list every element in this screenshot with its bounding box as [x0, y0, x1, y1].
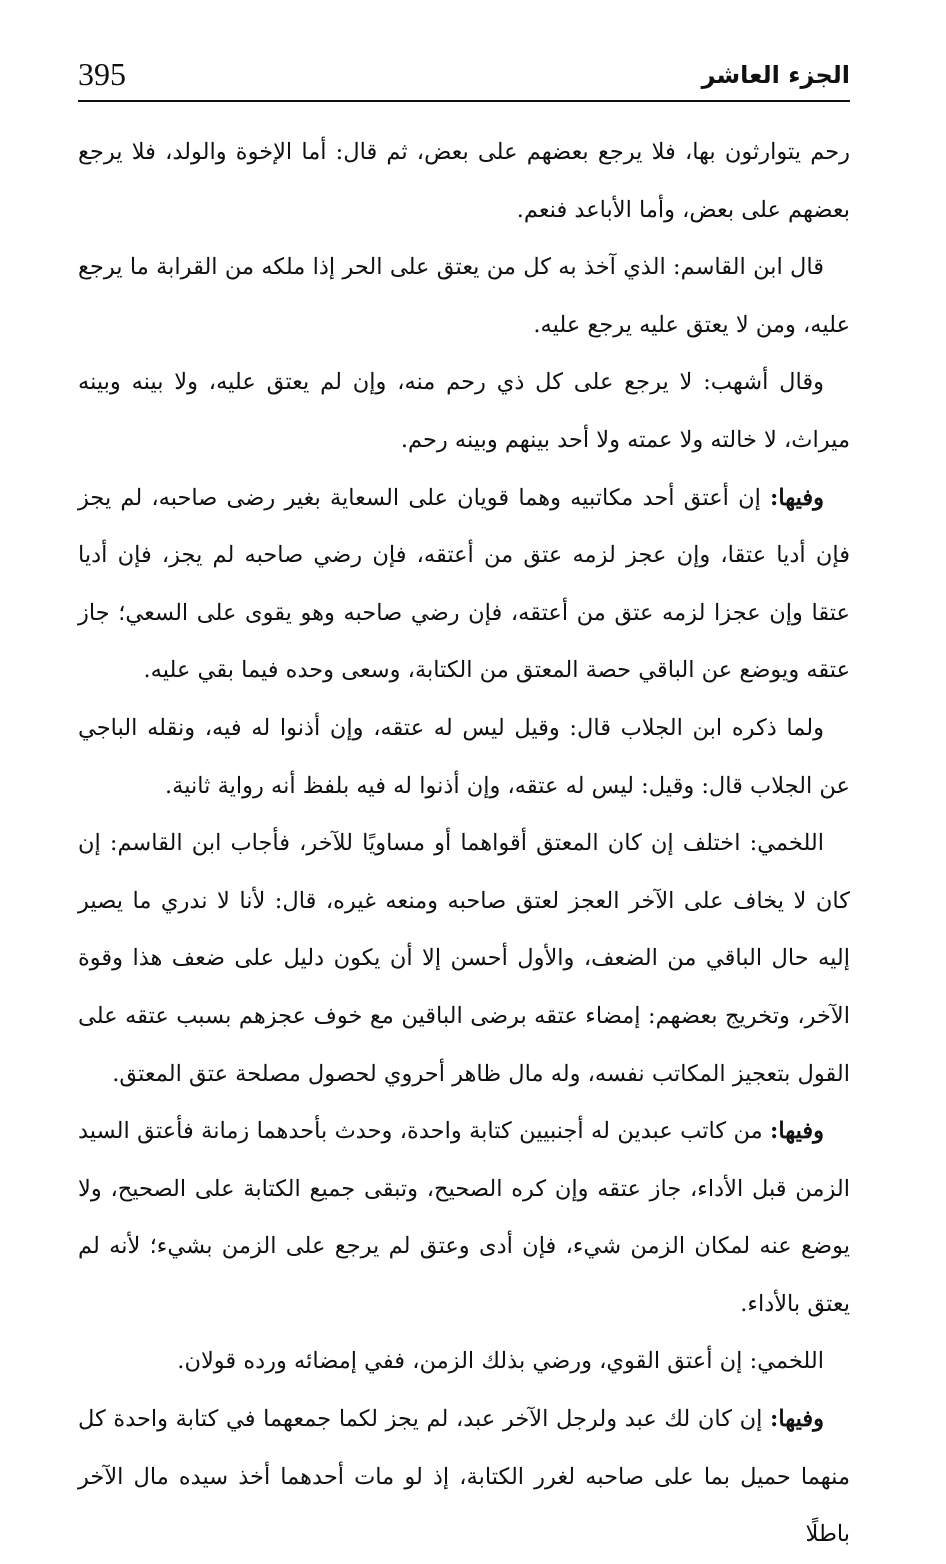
paragraph	[78, 470, 850, 700]
paragraph-text: ولما ذكره ابن الجلاب قال: وقيل ليس له عتقه، وإن أذنوا له فيه، ونقله الباجي عن الجلاب قال: وقيل: ليس له عتقه، وإن أذنوا له فيه بلفظ أنه رواية ثانية.	[78, 714, 850, 799]
paragraph-text: وقال أشهب: لا يرجع على كل ذي رحم منه، وإن لم يعتق عليه، ولا بينه وبينه ميراث، لا خالته ولا عمته ولا أحد بينهم وبينه رحم.	[78, 369, 850, 453]
running-title: الجزء العاشر	[701, 61, 850, 89]
paragraph-lead: وفيها:	[770, 484, 824, 511]
paragraph	[78, 1391, 850, 1564]
paragraph	[78, 1103, 850, 1333]
paragraph	[78, 700, 850, 815]
paragraph-text: إن أعتق أحد مكاتبيه وهما قويان على السعاية بغير رضى صاحبه، لم يجز فإن أديا عتقا، وإن عجز لزمه عتق من أعتقه، فإن رضي صاحبه لم يجز، فإن أديا عتقا وإن عجزا لزمه عتق من أعتقه، فإن رضي صاحبه وهو يقوى على السعي؛ جاز عتقه ويوضع عن الباقي حصة المعتق من الكتابة، وسعى وحده فيما بقي عليه.	[78, 484, 850, 684]
body-text	[78, 124, 850, 1564]
paragraph-text: إن كان لك عبد ولرجل الآخر عبد، لم يجز لكما جمعهما في كتابة واحدة كل منهما حميل بما على صاحبه لغرر الكتابة، إذ لو مات أحدهما أخذ سيده مال الآخر باطلًا	[78, 1406, 850, 1548]
paragraph-lead: وفيها:	[770, 1118, 824, 1145]
paragraph	[78, 354, 850, 469]
paragraph	[78, 124, 850, 239]
paragraph	[78, 815, 850, 1103]
paragraph-text: اللخمي: اختلف إن كان المعتق أقواهما أو مساويًا للآخر، فأجاب ابن القاسم: إن كان لا يخاف على الآخر العجز لعتق صاحبه ومنعه غيره، قال: لأنا لا ندري ما يصير إليه حال الباقي من الضعف، والأول أحسن إلا أن يكون دليل على ضعف هذا وقوة الآخر، وتخريج بعضهم: إمضاء عتقه برضى الباقين مع خوف عجزهم بسبب عتقه على القول بتعجيز المكاتب نفسه، وله مال ظاهر أحروي لحصول مصلحة عتق المعتق.	[78, 830, 850, 1087]
page-header	[78, 52, 850, 102]
paragraph-text: قال ابن القاسم: الذي آخذ به كل من يعتق على الحر إذا ملكه من القرابة ما يرجع عليه، ومن لا يعتق عليه يرجع عليه.	[78, 254, 850, 338]
paragraph	[78, 239, 850, 354]
paragraph-lead: وفيها:	[770, 1406, 824, 1433]
header-divider	[78, 100, 850, 102]
paragraph	[78, 1333, 850, 1391]
paragraph-text: رحم يتوارثون بها، فلا يرجع بعضهم على بعض، ثم قال: أما الإخوة والولد، فلا يرجع بعضهم على بعض، وأما الأباعد فنعم.	[78, 139, 850, 223]
page-number: 395	[78, 56, 126, 92]
paragraph-text: من كاتب عبدين له أجنبيين كتابة واحدة، وحدث بأحدهما زمانة فأعتق السيد الزمن قبل الأداء، جاز عتقه وإن كره الصحيح، وتبقى جميع الكتابة على الصحيح، ولا يوضع عنه لمكان الزمن شيء، فإن أدى وعتق لم يرجع على الزمن بشيء؛ لأنه لم يعتق بالأداء.	[78, 1118, 850, 1317]
paragraph-text: اللخمي: إن أعتق القوي، ورضي بذلك الزمن، ففي إمضائه ورده قولان.	[177, 1348, 824, 1375]
